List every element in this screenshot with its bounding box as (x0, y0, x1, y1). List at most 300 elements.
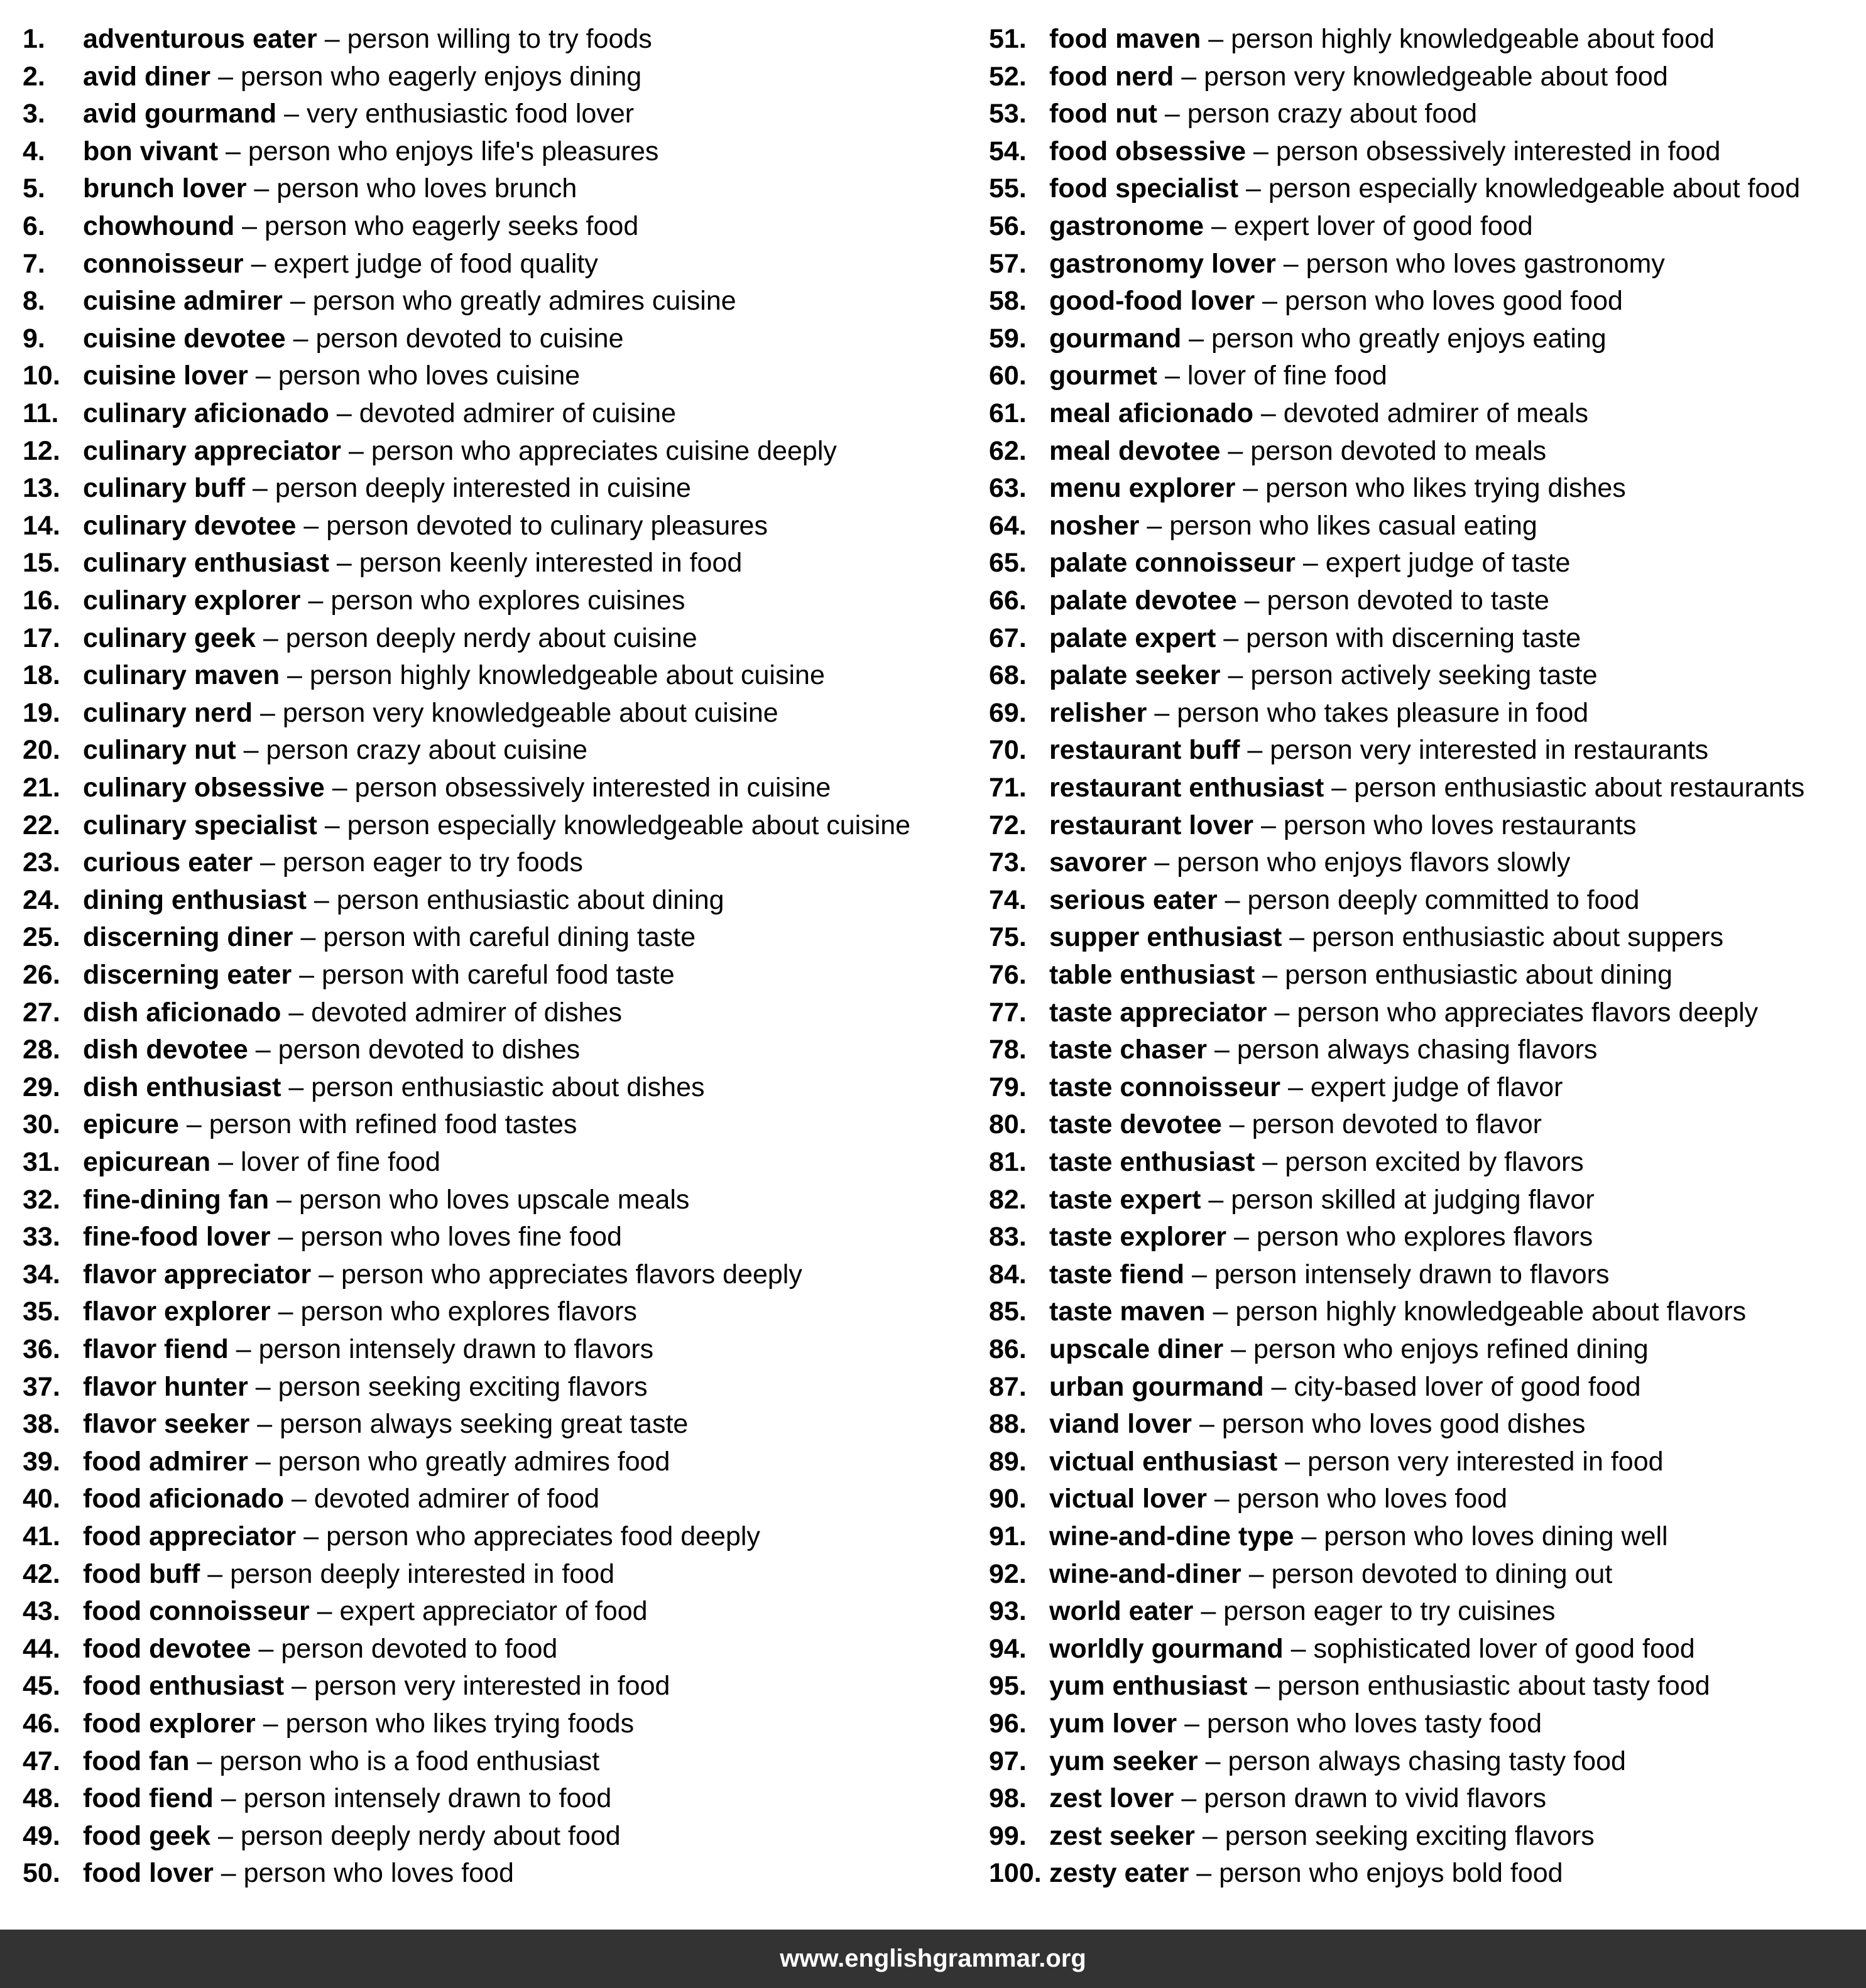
item-separator: – (1263, 1371, 1294, 1402)
item-definition: person enthusiastic about restaurants (1354, 773, 1805, 803)
item-separator: – (292, 960, 322, 990)
item-text (1049, 769, 1804, 807)
item-term: victual lover (1049, 1484, 1207, 1514)
item-term: zest seeker (1049, 1820, 1195, 1851)
item-text (83, 507, 768, 545)
item-definition: person deeply nerdy about food (240, 1820, 621, 1851)
item-separator: – (1184, 1259, 1214, 1290)
item-separator: – (1236, 585, 1267, 616)
item-separator: – (1206, 1484, 1237, 1514)
item-number: 12. (23, 435, 60, 466)
item-number: 98. (989, 1783, 1027, 1814)
item-definition: person always chasing flavors (1236, 1035, 1598, 1065)
item-separator: – (1221, 1109, 1252, 1140)
item-text (83, 1105, 577, 1143)
item-separator: – (1201, 24, 1231, 54)
item-number: 57. (989, 248, 1027, 279)
item-number: 69. (989, 697, 1027, 728)
item-separator: – (1204, 211, 1234, 241)
item-number: 16. (23, 585, 60, 616)
item-text (1049, 282, 1623, 320)
item-term: food fan (83, 1746, 190, 1776)
item-number: 73. (989, 847, 1027, 878)
item-definition: person devoted to cuisine (315, 323, 624, 354)
item-definition: person who greatly admires food (278, 1446, 670, 1477)
item-separator: – (1217, 884, 1248, 915)
item-term: food maven (1049, 24, 1201, 54)
item-definition: person who explores flavors (300, 1296, 637, 1327)
item-definition: person seeking exciting flavors (278, 1371, 648, 1402)
item-definition: person willing to try foods (347, 24, 652, 54)
item-number: 97. (989, 1746, 1027, 1776)
item-text (83, 1293, 637, 1330)
item-number: 23. (23, 847, 60, 878)
item-text (1049, 320, 1607, 357)
item-term: epicurean (83, 1147, 211, 1177)
item-text (83, 544, 742, 582)
item-definition: person who greatly admires cuisine (312, 286, 736, 317)
item-separator: – (248, 1371, 278, 1402)
item-separator: – (296, 1521, 327, 1551)
item-term: taste explorer (1049, 1222, 1227, 1252)
item-number: 3. (23, 99, 45, 129)
item-term: food nerd (1049, 61, 1174, 92)
item-separator: – (236, 735, 266, 766)
item-number: 49. (23, 1820, 60, 1851)
item-text (83, 1443, 670, 1480)
item-text (83, 1779, 611, 1817)
item-definition: very enthusiastic food lover (307, 99, 635, 129)
item-term: serious eater (1049, 884, 1218, 915)
item-separator: – (1157, 361, 1187, 391)
item-definition: person devoted to dishes (278, 1035, 581, 1065)
item-number: 67. (989, 622, 1027, 653)
item-separator: – (1246, 136, 1276, 166)
item-number: 43. (23, 1596, 60, 1627)
item-text (1049, 469, 1626, 507)
item-definition: person with careful food taste (322, 960, 675, 990)
item-term: adventurous eater (83, 24, 317, 54)
item-term: gourmet (1049, 361, 1157, 391)
item-number: 93. (989, 1596, 1027, 1627)
item-text (83, 1068, 705, 1106)
item-definition: person always chasing tasty food (1228, 1746, 1626, 1776)
item-text (1049, 507, 1537, 545)
footer-bar (0, 1930, 1866, 1988)
item-separator: – (1181, 323, 1212, 354)
item-text (1049, 1592, 1555, 1630)
item-number: 25. (23, 922, 60, 953)
item-definition: person deeply interested in food (230, 1558, 615, 1589)
item-number: 56. (989, 211, 1027, 241)
item-number: 15. (23, 548, 60, 578)
item-separator: – (281, 1072, 312, 1102)
item-text (83, 582, 685, 619)
item-term: taste connoisseur (1049, 1072, 1280, 1102)
item-term: zesty eater (1049, 1858, 1189, 1889)
item-text (1049, 170, 1800, 207)
item-separator: – (1282, 922, 1312, 953)
item-definition: person with careful dining taste (323, 922, 696, 953)
item-separator: – (251, 1633, 281, 1664)
item-text (1049, 956, 1672, 994)
item-term: victual enthusiast (1049, 1446, 1278, 1477)
item-number: 60. (989, 361, 1027, 391)
item-text (1049, 1218, 1593, 1256)
item-term: upscale diner (1049, 1334, 1224, 1364)
item-definition: person enthusiastic about suppers (1312, 922, 1724, 953)
item-separator: – (1247, 1671, 1278, 1702)
item-separator: – (293, 922, 324, 953)
item-number: 65. (989, 548, 1027, 578)
item-separator: – (1253, 810, 1284, 840)
item-separator: – (1280, 1072, 1311, 1102)
item-number: 34. (23, 1259, 60, 1290)
item-number: 88. (989, 1409, 1027, 1440)
item-separator: – (1295, 548, 1326, 578)
item-term: yum enthusiast (1049, 1671, 1248, 1702)
item-number: 33. (23, 1222, 60, 1252)
item-number: 11. (23, 398, 59, 428)
item-separator: – (1235, 473, 1266, 504)
item-separator: – (329, 398, 359, 428)
item-separator: – (243, 248, 274, 279)
item-number: 54. (989, 136, 1027, 166)
item-number: 27. (23, 997, 60, 1028)
item-text (1049, 656, 1597, 694)
item-term: culinary nerd (83, 697, 253, 728)
item-number: 86. (989, 1334, 1027, 1364)
item-definition: person who eagerly seeks food (265, 211, 639, 241)
item-term: culinary explorer (83, 585, 301, 616)
item-term: discerning diner (83, 922, 293, 953)
item-definition: expert judge of flavor (1310, 1072, 1563, 1102)
item-term: food nut (1049, 99, 1157, 129)
item-number: 59. (989, 323, 1027, 354)
item-separator: – (1147, 847, 1177, 878)
item-text (83, 58, 641, 95)
item-number: 89. (989, 1446, 1027, 1477)
item-text (1049, 1518, 1668, 1555)
item-number: 30. (23, 1109, 60, 1140)
item-definition: person with refined food tastes (209, 1109, 577, 1140)
item-separator: – (1255, 286, 1285, 317)
item-definition: person who likes trying foods (285, 1708, 635, 1739)
item-definition: person who explores flavors (1256, 1222, 1593, 1252)
item-number: 100. (989, 1858, 1042, 1889)
item-number: 99. (989, 1820, 1027, 1851)
item-definition: person who loves cuisine (278, 361, 581, 391)
item-definition: person crazy about cuisine (266, 735, 588, 766)
item-number: 64. (989, 510, 1027, 541)
item-number: 53. (989, 99, 1027, 129)
item-definition: person devoted to culinary pleasures (326, 510, 768, 541)
item-definition: person especially knowledgeable about cuisine (347, 810, 911, 840)
item-definition: person enthusiastic about dining (336, 884, 724, 915)
item-number: 8. (23, 286, 45, 317)
item-number: 76. (989, 960, 1027, 990)
item-definition: expert lover of good food (1233, 211, 1533, 241)
item-number: 66. (989, 585, 1027, 616)
item-definition: person very interested in restaurants (1270, 735, 1709, 766)
item-term: taste expert (1049, 1184, 1201, 1215)
item-term: taste fiend (1049, 1259, 1185, 1290)
item-definition: expert judge of food quality (273, 248, 598, 279)
item-separator: – (189, 1746, 220, 1776)
item-term: worldly gourmand (1049, 1633, 1284, 1664)
item-term: culinary aficionado (83, 398, 329, 428)
item-number: 14. (23, 510, 60, 541)
item-definition: person seeking exciting flavors (1225, 1820, 1595, 1851)
item-definition: person who loves fine food (300, 1222, 622, 1252)
item-separator: – (245, 473, 275, 504)
item-text (1049, 1293, 1746, 1330)
item-number: 10. (23, 361, 60, 391)
item-term: restaurant enthusiast (1049, 773, 1324, 803)
item-definition: person who enjoys flavors slowly (1177, 847, 1571, 878)
item-separator: – (255, 622, 286, 653)
item-text (1049, 432, 1546, 470)
item-text (1049, 1105, 1542, 1143)
item-text (83, 20, 652, 58)
item-definition: lover of fine food (1187, 361, 1387, 391)
item-definition: person enthusiastic about dishes (311, 1072, 705, 1102)
item-term: dining enthusiast (83, 884, 307, 915)
item-text (83, 994, 622, 1031)
item-separator: – (1207, 1035, 1237, 1065)
item-text (83, 656, 825, 694)
item-separator: – (1174, 1783, 1204, 1814)
item-separator: – (1205, 1296, 1236, 1327)
item-definition: person especially knowledgeable about food (1268, 173, 1801, 204)
item-term: yum seeker (1049, 1746, 1198, 1776)
item-separator: – (270, 1296, 301, 1327)
footer-url: www.englishgrammar.org (780, 1945, 1086, 1972)
item-number: 42. (23, 1558, 60, 1589)
item-text (83, 95, 634, 133)
item-definition: person intensely drawn to flavors (258, 1334, 654, 1364)
item-text (1049, 619, 1581, 657)
item-term: palate devotee (1049, 585, 1237, 616)
item-separator: – (178, 1109, 209, 1140)
item-separator: – (1157, 99, 1187, 129)
item-term: cuisine lover (83, 361, 248, 391)
item-number: 9. (23, 323, 45, 354)
item-number: 74. (989, 884, 1027, 915)
item-text (1049, 245, 1665, 283)
item-number: 75. (989, 922, 1027, 953)
item-separator: – (269, 1184, 299, 1215)
item-definition: person who is a food enthusiast (219, 1746, 600, 1776)
item-number: 36. (23, 1334, 60, 1364)
item-text (83, 320, 624, 357)
item-term: connoisseur (83, 248, 244, 279)
item-definition: person crazy about food (1187, 99, 1478, 129)
item-term: food buff (83, 1558, 200, 1589)
item-separator: – (306, 884, 337, 915)
item-term: cuisine admirer (83, 286, 283, 317)
item-definition: person very interested in food (314, 1671, 670, 1702)
item-definition: expert appreciator of food (339, 1596, 648, 1627)
item-separator: – (300, 585, 331, 616)
item-definition: person very knowledgeable about cuisine (282, 697, 778, 728)
item-definition: person always seeking great taste (280, 1409, 689, 1440)
item-separator: – (1194, 1820, 1225, 1851)
item-term: savorer (1049, 847, 1147, 878)
item-separator: – (1177, 1708, 1207, 1739)
item-text (83, 1405, 688, 1443)
item-separator: – (246, 173, 277, 204)
item-number: 51. (989, 24, 1027, 54)
item-number: 32. (23, 1184, 60, 1215)
item-definition: person intensely drawn to flavors (1214, 1259, 1610, 1290)
item-text (83, 1630, 557, 1668)
item-text (83, 1705, 634, 1742)
item-term: taste enthusiast (1049, 1147, 1255, 1177)
item-number: 28. (23, 1035, 60, 1065)
item-term: zest lover (1049, 1783, 1174, 1814)
item-text (83, 432, 837, 470)
item-text (83, 1480, 599, 1518)
item-term: food obsessive (1049, 136, 1247, 166)
item-definition: person who loves tasty food (1206, 1708, 1542, 1739)
item-number: 39. (23, 1446, 60, 1477)
item-definition: person very knowledgeable about food (1204, 61, 1668, 92)
item-text (83, 731, 587, 769)
item-definition: person who likes trying dishes (1265, 473, 1626, 504)
item-definition: person devoted to flavor (1252, 1109, 1542, 1140)
item-definition: person enthusiastic about tasty food (1277, 1671, 1710, 1702)
item-definition: person who loves good dishes (1221, 1409, 1586, 1440)
item-separator: – (276, 99, 307, 129)
item-text (1049, 918, 1723, 956)
item-definition: person devoted to food (281, 1633, 558, 1664)
item-definition: person obsessively interested in cuisine (354, 773, 831, 803)
item-term: food aficionado (83, 1484, 285, 1514)
item-number: 80. (989, 1109, 1027, 1140)
item-term: yum lover (1049, 1708, 1177, 1739)
item-number: 50. (23, 1858, 60, 1889)
item-text (83, 1218, 622, 1256)
item-number: 18. (23, 660, 60, 691)
item-text (83, 357, 580, 394)
item-number: 35. (23, 1296, 60, 1327)
item-term: discerning eater (83, 960, 292, 990)
item-separator: – (285, 323, 316, 354)
item-text (1049, 1630, 1695, 1668)
item-definition: person who appreciates food deeply (326, 1521, 760, 1551)
item-number: 47. (23, 1746, 60, 1776)
item-separator: – (248, 1446, 278, 1477)
item-separator: – (253, 847, 283, 878)
item-definition: person intensely drawn to food (243, 1783, 612, 1814)
item-separator: – (249, 1409, 280, 1440)
item-separator: – (311, 1259, 342, 1290)
item-definition: person who enjoys refined dining (1253, 1334, 1649, 1364)
item-term: gourmand (1049, 323, 1182, 354)
item-definition: person with discerning taste (1246, 622, 1581, 653)
item-separator: – (1253, 398, 1284, 428)
item-number: 77. (989, 997, 1027, 1028)
item-number: 45. (23, 1671, 60, 1702)
item-number: 4. (23, 136, 45, 166)
item-text (83, 282, 736, 320)
item-number: 62. (989, 435, 1027, 466)
item-term: dish aficionado (83, 997, 281, 1028)
item-number: 61. (989, 398, 1027, 428)
item-definition: person who eagerly enjoys dining (240, 61, 642, 92)
item-term: epicure (83, 1109, 179, 1140)
item-text (83, 918, 696, 956)
item-text (1049, 1031, 1597, 1068)
item-text (1049, 357, 1387, 394)
item-definition: person who loves dining well (1324, 1521, 1668, 1551)
item-text (1049, 1330, 1649, 1368)
item-number: 70. (989, 735, 1027, 766)
item-text (83, 1518, 760, 1555)
item-number: 52. (989, 61, 1027, 92)
item-term: flavor seeker (83, 1409, 250, 1440)
item-number: 22. (23, 810, 60, 840)
item-term: culinary enthusiast (83, 548, 329, 578)
item-term: taste devotee (1049, 1109, 1222, 1140)
item-text (1049, 394, 1588, 432)
item-number: 20. (23, 735, 60, 766)
item-text (1049, 1443, 1664, 1480)
item-text (83, 1368, 648, 1406)
item-text (83, 469, 691, 507)
item-term: chowhound (83, 211, 235, 241)
item-number: 26. (23, 960, 60, 990)
item-term: palate seeker (1049, 660, 1221, 691)
item-text (83, 1181, 689, 1219)
item-definition: person excited by flavors (1285, 1147, 1584, 1177)
item-text (83, 807, 910, 844)
item-term: palate connoisseur (1049, 548, 1296, 578)
item-number: 90. (989, 1484, 1027, 1514)
item-term: restaurant lover (1049, 810, 1254, 840)
item-separator: – (1220, 660, 1251, 691)
item-definition: person who likes casual eating (1169, 510, 1537, 541)
item-text (1049, 95, 1477, 133)
item-separator: – (329, 548, 359, 578)
item-separator: – (324, 773, 355, 803)
item-number: 19. (23, 697, 60, 728)
item-separator: – (200, 1558, 231, 1589)
item-separator: – (1255, 1147, 1285, 1177)
item-term: food enthusiast (83, 1671, 285, 1702)
item-number: 24. (23, 884, 60, 915)
item-separator: – (210, 1820, 241, 1851)
item-text (1049, 844, 1570, 881)
item-definition: person who greatly enjoys eating (1211, 323, 1607, 354)
item-term: flavor fiend (83, 1334, 229, 1364)
item-text (1049, 1854, 1563, 1892)
item-term: fine-food lover (83, 1222, 271, 1252)
item-term: flavor hunter (83, 1371, 248, 1402)
item-term: good-food lover (1049, 286, 1255, 317)
item-term: table enthusiast (1049, 960, 1255, 990)
item-definition: person who appreciates flavors deeply (1297, 997, 1759, 1028)
item-term: gastronomy lover (1049, 248, 1276, 279)
item-definition: sophisticated lover of good food (1313, 1633, 1695, 1664)
item-number: 85. (989, 1296, 1027, 1327)
item-term: food explorer (83, 1708, 256, 1739)
item-number: 46. (23, 1708, 60, 1739)
item-text (1049, 20, 1715, 58)
item-text (83, 394, 676, 432)
item-separator: – (1226, 1222, 1257, 1252)
